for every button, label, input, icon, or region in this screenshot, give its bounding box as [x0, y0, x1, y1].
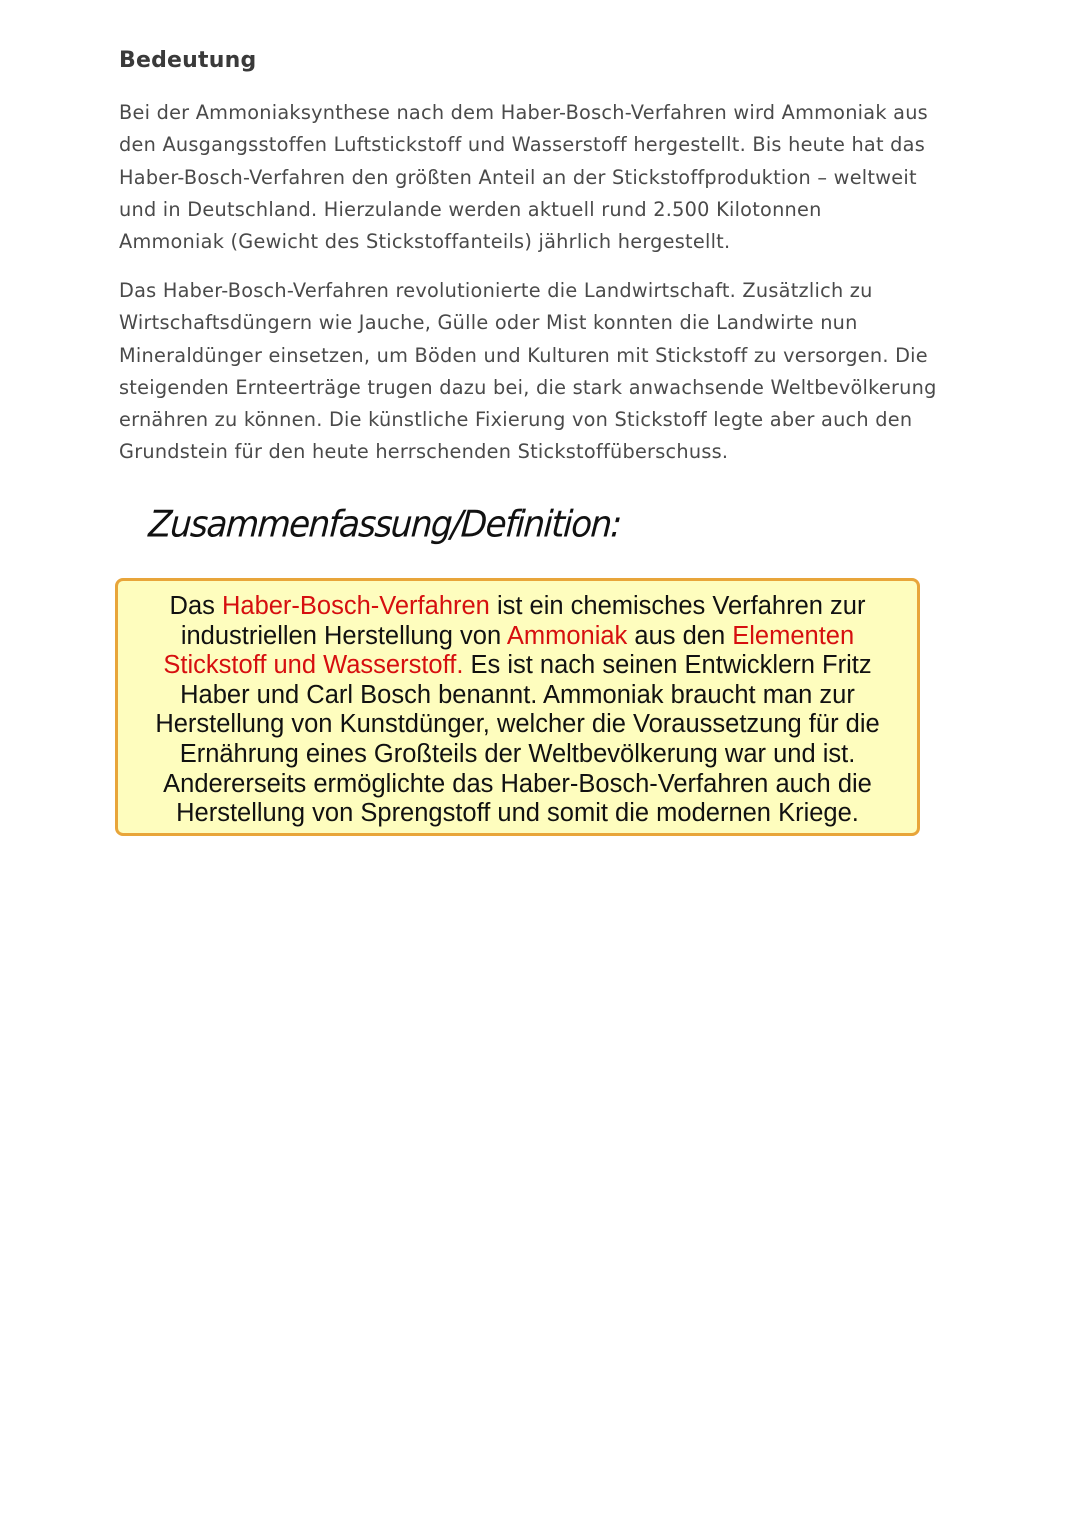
- paragraph-line: ernähren zu können. Die künstliche Fixierung von Stickstoff legte aber auch den: [119, 408, 913, 432]
- paragraph-line: Ammoniak (Gewicht des Stickstoffanteils) jährlich hergestellt.: [119, 230, 731, 254]
- paragraph-significance: [119, 97, 959, 258]
- paragraph-line: Das Haber-Bosch-Verfahren revolutionierte die Landwirtschaft. Zusätzlich zu: [119, 279, 873, 302]
- paragraph-line: Wirtschaftsdüngern wie Jauche, Gülle oder Mist konnten die Landwirte nun: [119, 311, 858, 335]
- summary-line: Das Haber-Bosch-Verfahren ist ein chemisches Verfahren zur: [169, 592, 866, 620]
- paragraph-line: Haber-Bosch-Verfahren den größten Anteil an der Stickstoffproduktion – weltweit: [119, 165, 917, 189]
- paragraph-line: Mineraldünger einsetzen, um Böden und Kulturen mit Stickstoff zu versorgen. Die: [119, 343, 928, 367]
- summary-box: [115, 578, 920, 836]
- summary-line: Ernährung eines Großteils der Weltbevölkerung war und ist.: [179, 739, 856, 768]
- paragraph-line: Bei der Ammoniaksynthese nach dem Haber-Bosch-Verfahren wird Ammoniak aus: [119, 101, 928, 124]
- summary-line: Herstellung von Kunstdünger, welcher die Voraussetzung für die: [155, 710, 880, 739]
- paragraph-line: Grundstein für den heute herrschenden Stickstoffüberschuss.: [119, 440, 729, 464]
- paragraph-line: und in Deutschland. Hierzulande werden aktuell rund 2.500 Kilotonnen: [119, 197, 822, 221]
- summary-line: Stickstoff und Wasserstoff. Es ist nach seinen Entwicklern Fritz: [163, 651, 872, 680]
- paragraph-agriculture: [119, 275, 959, 469]
- highlight-term: Elementen: [732, 621, 855, 650]
- handwritten-note: Zusammenfassung/Definition:: [147, 503, 623, 547]
- summary-line: Herstellung von Sprengstoff und somit die modernen Kriege.: [176, 799, 859, 828]
- highlight-term: Ammoniak: [506, 621, 628, 650]
- highlight-term: Haber-Bosch-Verfahren: [221, 592, 490, 620]
- section-heading: Bedeutung: [119, 48, 257, 73]
- paragraph-line: steigenden Ernteerträge trugen dazu bei, die stark anwachsende Weltbevölkerung: [119, 375, 937, 399]
- summary-line: Andererseits ermöglichte das Haber-Bosch-Verfahren auch die: [163, 769, 872, 798]
- summary-line: Haber und Carl Bosch benannt. Ammoniak braucht man zur: [180, 680, 855, 709]
- paragraph-line: den Ausgangsstoffen Luftstickstoff und Wasserstoff hergestellt. Bis heute hat das: [119, 133, 926, 157]
- summary-text: [118, 592, 917, 829]
- highlight-term: Stickstoff und Wasserstoff.: [163, 651, 464, 680]
- summary-line: industriellen Herstellung von Ammoniak aus den Elementen: [180, 621, 855, 650]
